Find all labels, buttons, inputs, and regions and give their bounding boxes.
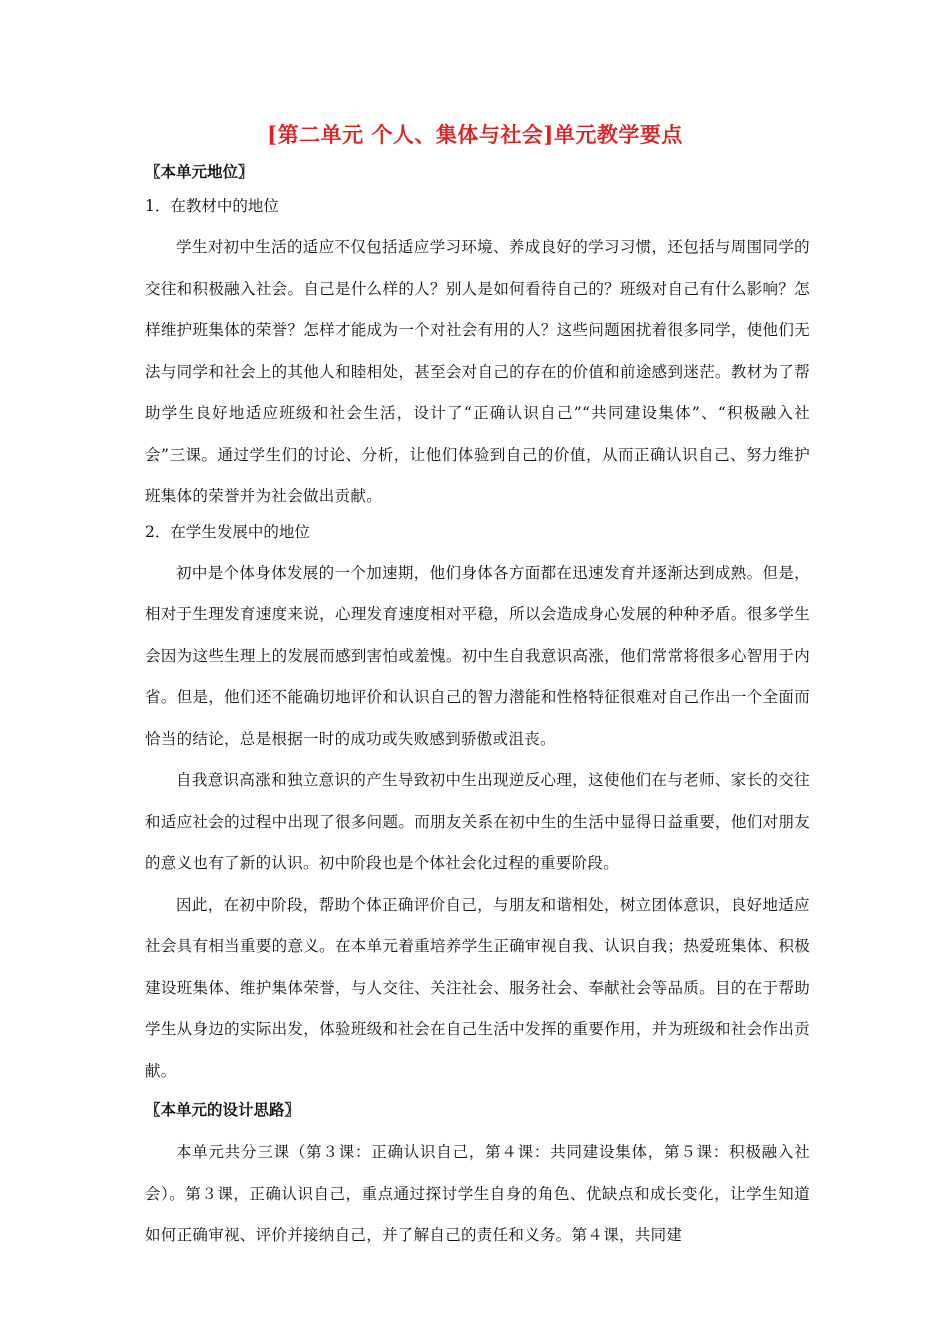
paragraph-self-awareness: 自我意识高涨和独立意识的产生导致初中生出现逆反心理，这使他们在与老师、家长的交往和适应社会的过程中出现了很多问题。而朋友关系在初中生的生活中显得日益重要，他们对朋友的意义也有了新的认识。初中阶段也是个体社会化过程的重要阶段。 [145, 771, 810, 872]
document-title: [第二单元 个人、集体与社会]单元教学要点 [267, 122, 683, 147]
subheading-student-development: 2．在学生发展中的地位 [145, 522, 310, 541]
subheading-textbook-position: 1．在教材中的地位 [145, 197, 279, 215]
paragraph-design-overview: 本单元共分三课（第３课：正确认识自己，第４课：共同建设集体，第５课：积极融入社会）。第３课，正确认识自己，重点通过探讨学生自身的角色、优缺点和成长变化，让学生知道如何正确审视、评价并接纳自己，并了解自己的责任和义务。第４课，共同建 [145, 1143, 810, 1244]
paragraph-textbook-position: 学生对初中生活的适应不仅包括适应学习环境、养成良好的学习习惯，还包括与周围同学的交往和积极融入社会。自己是什么样的人？别人是如何看待自己的？班级对自己有什么影响？怎样维护班集体的荣誉？怎样才能成为一个对社会有用的人？这些问题困扰着很多同学，使他们无法与同学和社会上的其他人和睦相处，甚至会对自己的存在的价值和前途感到迷茫。教材为了帮助学生良好地适应班级和社会生活，设计了“正确认识自己”“共同建设集体”、“积极融入社会”三课。通过学生们的讨论、分析，让他们体验到自己的价值，从而正确认识自己、努力维护班集体的荣誉并为社会做出贡献。 [145, 238, 810, 505]
section-heading-position: 〖本单元地位〗 [145, 162, 254, 181]
paragraph-therefore: 因此，在初中阶段，帮助个体正确评价自己，与朋友和谐相处，树立团体意识，良好地适应社会具有相当重要的意义。在本单元着重培养学生正确审视自我、认识自我；热爱班集体、积极建设班集体、维护集体荣誉，与人交往、关注社会、服务社会、奉献社会等品质。目的在于帮助学生从身边的实际出发，体验班级和社会在自己生活中发挥的重要作用，并为班级和社会作出贡献。 [145, 895, 810, 1080]
paragraph-physical-development: 初中是个体身体发展的一个加速期，他们身体各方面都在迅速发育并逐渐达到成熟。但是，相对于生理发育速度来说，心理发育速度相对平稳，所以会造成身心发展的种种矛盾。很多学生会因为这些生理上的发展而感到害怕或羞愧。初中生自我意识高涨，他们常常将很多心智用于内省。但是，他们还不能确切地评价和认识自己的智力潜能和性格特征很难对自己作出一个全面而恰当的结论，总是根据一时的成功或失败感到骄傲或沮丧。 [145, 563, 810, 748]
section-heading-design: 〖本单元的设计思路〗 [145, 1100, 301, 1119]
document-body [145, 160, 810, 1257]
